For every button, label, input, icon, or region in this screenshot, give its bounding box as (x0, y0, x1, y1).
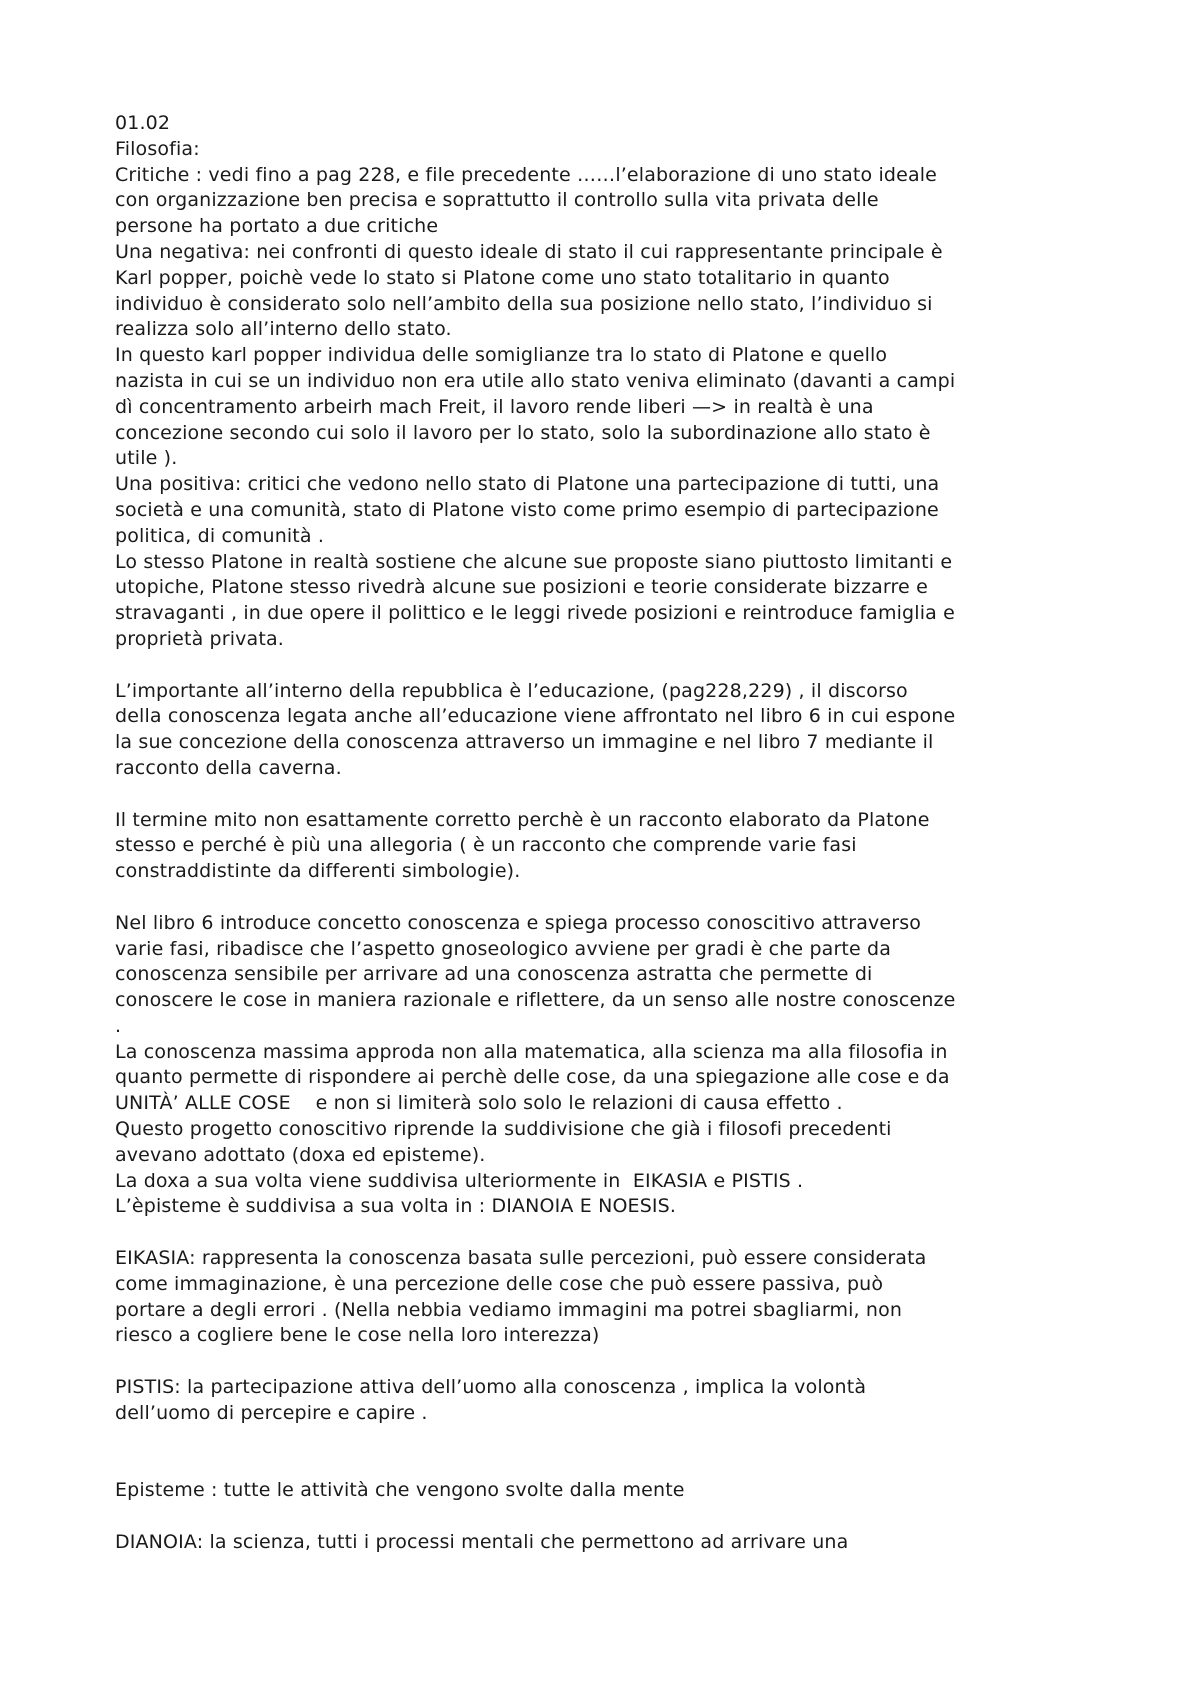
date-line: 01.02 (115, 112, 171, 134)
paragraph-dianoia: DIANOIA: la scienza, tutti i processi mentali che permettono ad arrivare una (115, 1530, 849, 1553)
text-line: Una negativa: nei confronti di questo ideale di stato il cui rappresentante principale è (115, 240, 943, 263)
text-line: politica, di comunità . (115, 524, 325, 547)
text-line: Il termine mito non esattamente corretto perchè è un racconto elaborato da Platone (115, 808, 930, 831)
document-body (115, 111, 1115, 1556)
text-line: come immaginazione, è una percezione delle cose che può essere passiva, può (115, 1272, 884, 1295)
text-line: individuo è considerato solo nell’ambito della sua posizione nello stato, l’individuo si (115, 292, 933, 315)
paragraph-episteme: L’èpisteme è suddivisa a sua volta in : DIANOIA E NOESIS. (115, 1195, 677, 1218)
text-line: UNITÀ’ ALLE COSE e non si limiterà solo solo le relazioni di causa effetto . (115, 1092, 843, 1115)
paragraph-progetto (115, 1117, 1115, 1169)
text-line: concezione secondo cui solo il lavoro per lo stato, solo la subordinazione allo stato è (115, 421, 931, 444)
text-line: In questo karl popper individua delle somiglianze tra lo stato di Platone e quello (115, 344, 888, 367)
text-line: Critiche : vedi fino a pag 228, e file precedente ……l’elaborazione di uno stato ideale (115, 163, 938, 186)
blank-line (115, 1220, 1115, 1246)
paragraph-doxa: La doxa a sua volta viene suddivisa ulteriormente in EIKASIA e PISTIS . (115, 1169, 804, 1192)
text-line: racconto della caverna. (115, 756, 342, 779)
paragraph-libro-6 (115, 911, 1115, 1040)
blank-line (115, 1504, 1115, 1530)
paragraph-negativa (115, 240, 1115, 343)
text-line: PISTIS: la partecipazione attiva dell’uomo alla conoscenza , implica la volontà (115, 1376, 867, 1399)
text-line: conoscere le cose in maniera razionale e riflettere, da un senso alle nostre conoscenze (115, 989, 956, 1012)
text-line: stravaganti , in due opere il polittico e le leggi rivede posizioni e reintroduce famiglia e (115, 602, 955, 625)
blank-line (115, 782, 1115, 808)
paragraph-mito (115, 808, 1115, 885)
text-line: stesso e perché è più una allegoria ( è un racconto che comprende varie fasi (115, 834, 857, 857)
text-line: quanto permette di rispondere ai perchè delle cose, da una spiegazione alle cose e da (115, 1066, 950, 1089)
blank-line (115, 1452, 1115, 1478)
text-line: della conoscenza legata anche all’educazione viene affrontato nel libro 6 in cui espone (115, 705, 956, 728)
paragraph-pistis (115, 1375, 1115, 1427)
text-line: Lo stesso Platone in realtà sostiene che alcune sue proposte siano piuttosto limitanti e (115, 550, 953, 573)
blank-line (115, 653, 1115, 679)
text-line: la sue concezione della conoscenza attraverso un immagine e nel libro 7 mediante il (115, 731, 934, 754)
text-line: con organizzazione ben precisa e soprattutto il controllo sulla vita privata delle (115, 189, 879, 212)
text-line: persone ha portato a due critiche (115, 215, 439, 238)
paragraph-positiva (115, 472, 1115, 549)
paragraph-conoscenza-massima (115, 1040, 1115, 1117)
paragraph-educazione (115, 679, 1115, 782)
text-line: realizza solo all’interno dello stato. (115, 318, 452, 341)
text-line: portare a degli errori . (Nella nebbia vediamo immagini ma potrei sbagliarmi, non (115, 1298, 903, 1321)
text-line: utile ). (115, 447, 178, 470)
paragraph-critiche (115, 163, 1115, 240)
blank-line (115, 1349, 1115, 1375)
text-line: La conoscenza massima approda non alla matematica, alla scienza ma alla filosofia in (115, 1040, 948, 1063)
text-line: Una positiva: critici che vedono nello stato di Platone una partecipazione di tutti, una (115, 473, 940, 496)
text-line: Nel libro 6 introduce concetto conoscenza e spiega processo conoscitivo attraverso (115, 911, 922, 934)
text-line: varie fasi, ribadisce che l’aspetto gnoseologico avviene per gradi è che parte da (115, 937, 892, 960)
paragraph-platone (115, 550, 1115, 653)
text-line: L’importante all’interno della repubblica è l’educazione, (pag228,229) , il discorso (115, 679, 908, 702)
paragraph-episteme-definition: Episteme : tutte le attività che vengono svolte dalla mente (115, 1479, 685, 1502)
text-line: Karl popper, poichè vede lo stato si Platone come uno stato totalitario in quanto (115, 266, 890, 289)
text-line: dell’uomo di percepire e capire . (115, 1401, 428, 1424)
text-line: riesco a cogliere bene le cose nella loro interezza) (115, 1324, 600, 1347)
paragraph-popper (115, 343, 1115, 472)
blank-line (115, 885, 1115, 911)
text-line: nazista in cui se un individuo non era utile allo stato veniva eliminato (davanti a campi (115, 369, 956, 392)
blank-line (115, 1427, 1115, 1453)
text-line: società e una comunità, stato di Platone visto come primo esempio di partecipazione (115, 498, 939, 521)
text-line: conoscenza sensibile per arrivare ad una conoscenza astratta che permette di (115, 963, 873, 986)
text-line: . (115, 1014, 122, 1037)
text-line: Questo progetto conoscitivo riprende la suddivisione che già i filosofi precedenti (115, 1118, 892, 1141)
subject-heading: Filosofia: (115, 137, 200, 160)
text-line: proprietà privata. (115, 627, 284, 650)
text-line: utopiche, Platone stesso rivedrà alcune sue posizioni e teorie considerate bizzarre e (115, 576, 928, 599)
text-line: constraddistinte da differenti simbologie). (115, 860, 521, 883)
text-line: avevano adottato (doxa ed episteme). (115, 1143, 486, 1166)
text-line: EIKASIA: rappresenta la conoscenza basata sulle percezioni, può essere considerata (115, 1247, 927, 1270)
text-line: dì concentramento arbeirh mach Freit, il lavoro rende liberi —> in realtà è una (115, 395, 874, 418)
paragraph-eikasia (115, 1246, 1115, 1349)
